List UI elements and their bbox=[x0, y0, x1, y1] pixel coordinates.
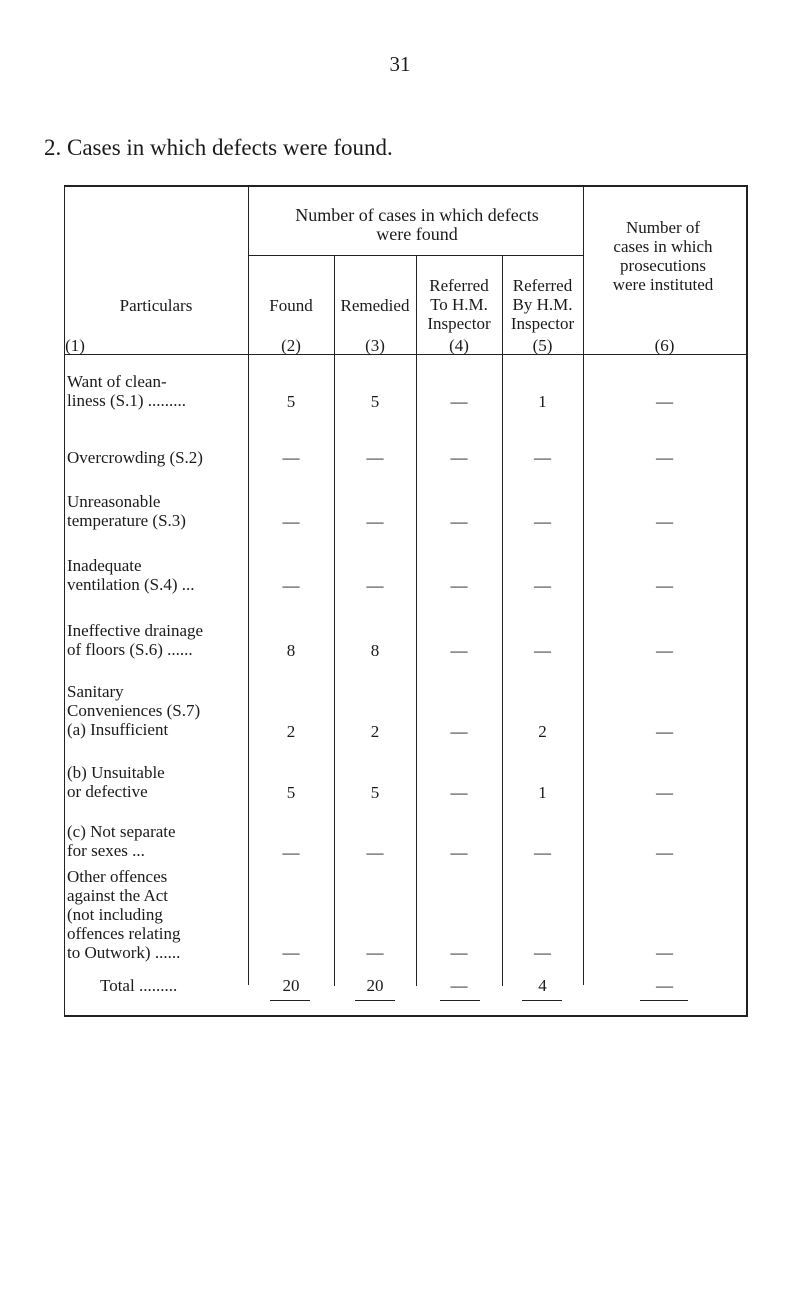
prosecutions-header: Number of cases in which prosecutions were instituted bbox=[612, 218, 714, 294]
remedied-value: — bbox=[366, 576, 384, 595]
referred-to-header: Referred To H.M. Inspector bbox=[427, 276, 491, 333]
prosecutions-value: — bbox=[656, 512, 673, 531]
referred-by-header: Referred By H.M. Inspector bbox=[510, 276, 575, 333]
row-label: Sanitary Conveniences (S.7) (a) Insufficient bbox=[67, 682, 201, 739]
referred-by-value: 1 bbox=[538, 392, 547, 411]
col-number-2: (2) bbox=[281, 336, 301, 355]
prosecutions-value: — bbox=[656, 722, 673, 741]
total-underline-found bbox=[270, 1000, 310, 1001]
page-number: 31 bbox=[389, 52, 411, 76]
total-underline-prosecutions bbox=[640, 1000, 688, 1001]
prosecutions-value: — bbox=[656, 392, 673, 411]
total-underline-referred-by bbox=[522, 1000, 562, 1001]
remedied-value: — bbox=[366, 943, 384, 962]
referred-to-value: — bbox=[450, 641, 468, 660]
col-number-6: (6) bbox=[654, 336, 675, 355]
referred-by-value: — bbox=[534, 448, 551, 467]
remedied-value: — bbox=[366, 843, 384, 862]
found-value: — bbox=[282, 576, 300, 595]
referred-to-value: — bbox=[450, 943, 468, 962]
found-value: — bbox=[282, 512, 300, 531]
table-right-rule bbox=[746, 185, 748, 1017]
row-label: (b) Unsuitable or defective bbox=[67, 763, 165, 801]
row-label: Want of clean- liness (S.1) ......... bbox=[67, 372, 186, 410]
prosecutions-value: — bbox=[656, 783, 673, 802]
referred-to-value: — bbox=[450, 843, 468, 862]
found-value: 5 bbox=[286, 392, 296, 411]
row-label: Inadequate ventilation (S.4) ... bbox=[67, 556, 195, 594]
row-label: Ineffective drainage of floors (S.6) ...... bbox=[67, 621, 204, 659]
found-value: 5 bbox=[286, 783, 296, 802]
prosecutions-value: — bbox=[656, 448, 673, 467]
found-value: 2 bbox=[286, 722, 296, 741]
total-label: Total ......... bbox=[100, 976, 178, 995]
total-referred-by: 4 bbox=[538, 976, 547, 995]
referred-by-value: — bbox=[534, 512, 551, 531]
referred-to-value: — bbox=[450, 783, 468, 802]
col-number-1: (1) bbox=[65, 336, 85, 355]
remedied-value: 2 bbox=[370, 722, 380, 741]
row-label: Overcrowding (S.2) bbox=[67, 448, 203, 467]
row-label: Other offences against the Act (not including offences relating to Outwork) ...... bbox=[67, 867, 181, 962]
total-found: 20 bbox=[282, 976, 300, 995]
prosecutions-value: — bbox=[656, 641, 673, 660]
prosecutions-value: — bbox=[656, 576, 673, 595]
remedied-header: Remedied bbox=[340, 296, 410, 315]
particulars-header: Particulars bbox=[119, 296, 193, 315]
found-value: — bbox=[282, 843, 300, 862]
total-referred-to: — bbox=[450, 976, 468, 995]
prosecutions-value: — bbox=[656, 943, 673, 962]
total-remedied: 20 bbox=[366, 976, 384, 995]
found-header: Found bbox=[269, 296, 313, 315]
table-bottom-rule bbox=[64, 1015, 748, 1017]
referred-to-value: — bbox=[450, 512, 468, 531]
remedied-value: 5 bbox=[370, 783, 380, 802]
group-header: Number of cases in which defects were found bbox=[295, 205, 539, 244]
row-label: (c) Not separate for sexes ... bbox=[67, 822, 176, 860]
prosecutions-value: — bbox=[656, 843, 673, 862]
found-value: 8 bbox=[286, 641, 296, 660]
referred-by-value: — bbox=[534, 843, 551, 862]
section-title: 2. Cases in which defects were found. bbox=[44, 135, 393, 160]
remedied-value: 8 bbox=[370, 641, 380, 660]
referred-to-value: — bbox=[450, 576, 468, 595]
total-prosecutions: — bbox=[656, 976, 673, 995]
col-number-4: (4) bbox=[449, 336, 469, 355]
total-underline-referred-to bbox=[440, 1000, 480, 1001]
found-value: — bbox=[282, 943, 300, 962]
remedied-value: — bbox=[366, 448, 384, 467]
col-number-3: (3) bbox=[365, 336, 385, 355]
referred-to-value: — bbox=[450, 392, 468, 411]
referred-to-value: — bbox=[450, 722, 468, 741]
referred-by-value: 2 bbox=[538, 722, 547, 741]
total-underline-remedied bbox=[355, 1000, 395, 1001]
referred-by-value: — bbox=[534, 576, 551, 595]
row-label: Unreasonable temperature (S.3) bbox=[67, 492, 186, 530]
col-number-5: (5) bbox=[532, 336, 553, 355]
found-value: — bbox=[282, 448, 300, 467]
referred-by-value: — bbox=[534, 943, 551, 962]
col-divider-2 bbox=[334, 256, 335, 986]
table-top-rule bbox=[64, 185, 748, 187]
col-divider-4 bbox=[502, 256, 503, 986]
referred-by-value: 1 bbox=[538, 783, 547, 802]
remedied-value: — bbox=[366, 512, 384, 531]
remedied-value: 5 bbox=[370, 392, 380, 411]
referred-by-value: — bbox=[534, 641, 551, 660]
col-divider-3 bbox=[416, 256, 417, 986]
referred-to-value: — bbox=[450, 448, 468, 467]
